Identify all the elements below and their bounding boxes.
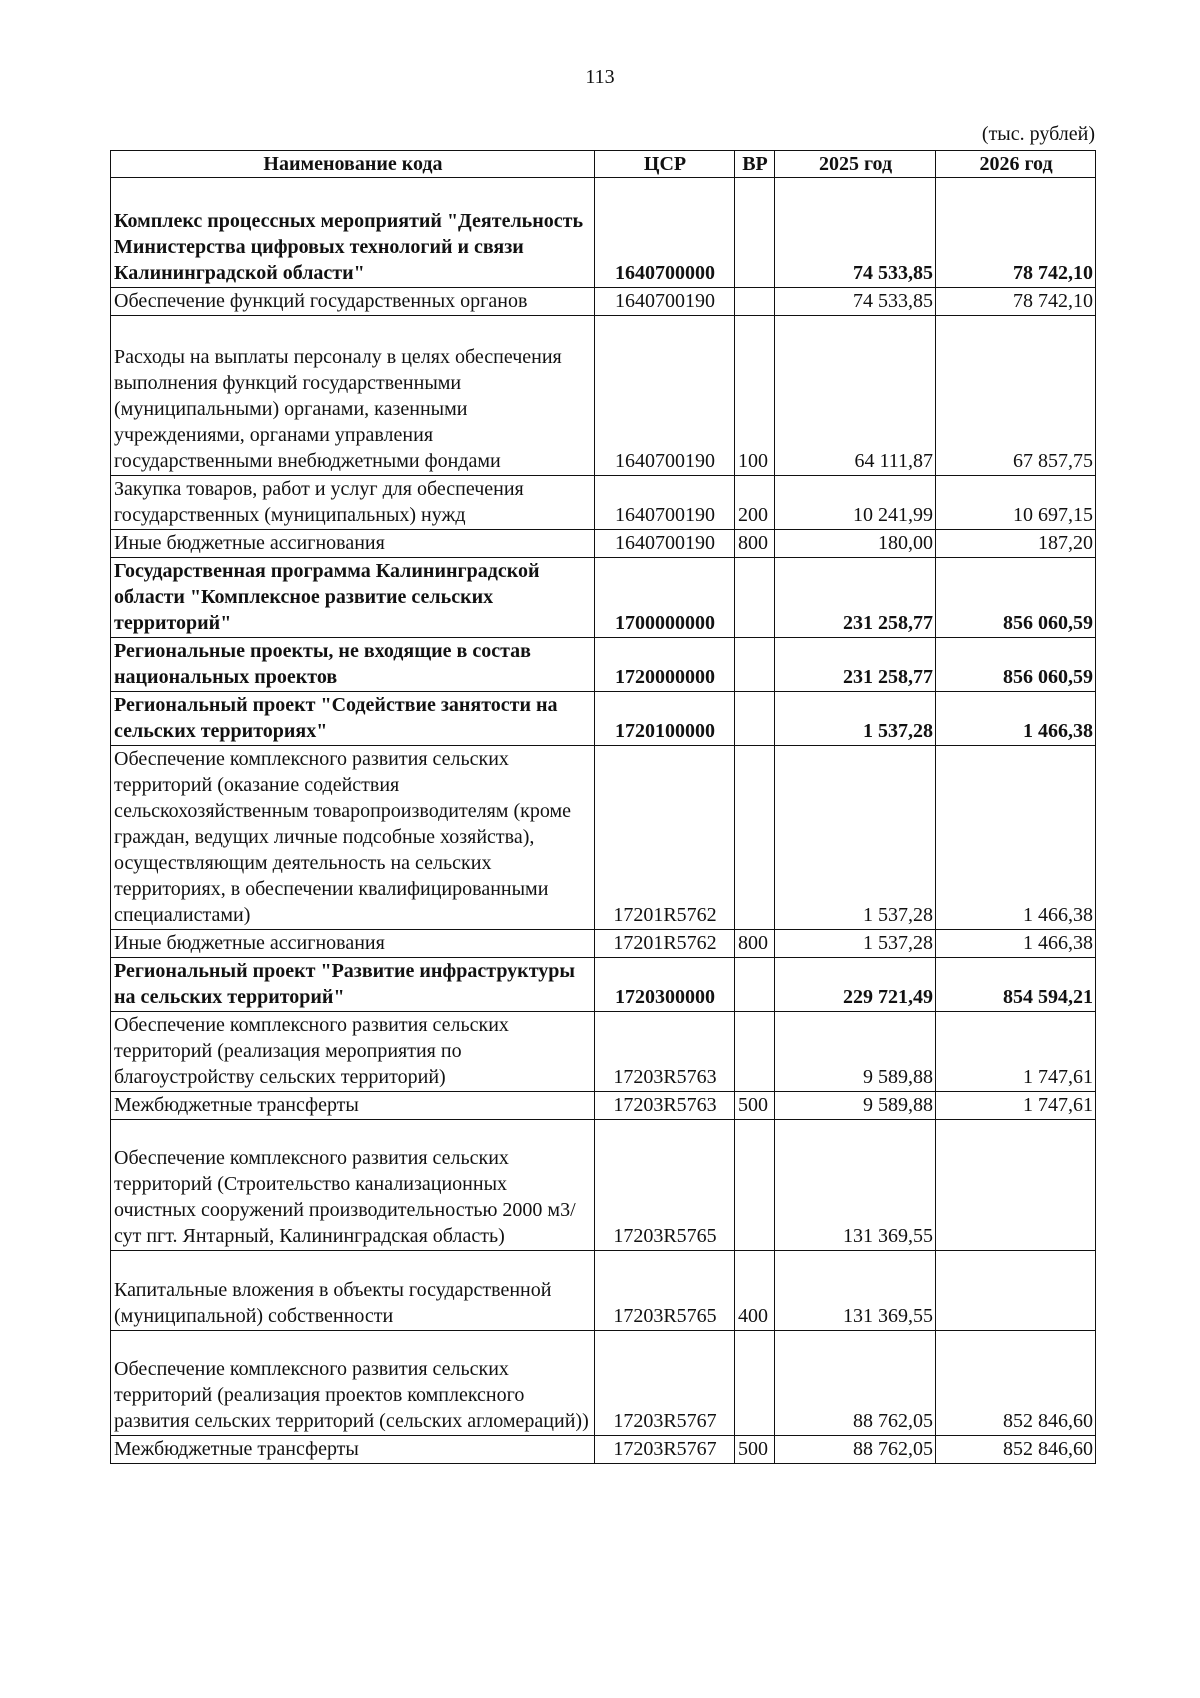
row-vr bbox=[735, 692, 775, 746]
header-name: Наименование кода bbox=[111, 151, 595, 178]
row-value-2025: 10 241,99 bbox=[775, 476, 936, 530]
row-value-2026: 1 466,38 bbox=[936, 746, 1096, 930]
row-value-2026: 852 846,60 bbox=[936, 1331, 1096, 1436]
row-value-2026: 10 697,15 bbox=[936, 476, 1096, 530]
table-row bbox=[111, 958, 1096, 1012]
row-csr: 1640700190 bbox=[595, 316, 735, 476]
row-csr: 1640700190 bbox=[595, 530, 735, 558]
row-vr bbox=[735, 1012, 775, 1092]
table-row bbox=[111, 1012, 1096, 1092]
row-name: Иные бюджетные ассигнования bbox=[111, 930, 595, 958]
page-number: 113 bbox=[585, 66, 615, 88]
table-row bbox=[111, 530, 1096, 558]
row-vr: 500 bbox=[735, 1092, 775, 1120]
row-vr bbox=[735, 558, 775, 638]
row-value-2025: 74 533,85 bbox=[775, 178, 936, 288]
row-value-2026: 1 466,38 bbox=[936, 930, 1096, 958]
row-value-2025: 9 589,88 bbox=[775, 1012, 936, 1092]
row-csr: 1720300000 bbox=[595, 958, 735, 1012]
row-value-2025: 229 721,49 bbox=[775, 958, 936, 1012]
row-name: Обеспечение комплексного развития сельских территорий (Строительство канализационных очистных сооружений производительностью 2000 м3/сут пгт. Янтарный, Калининградская область) bbox=[111, 1120, 595, 1251]
row-value-2025: 180,00 bbox=[775, 530, 936, 558]
row-value-2026: 854 594,21 bbox=[936, 958, 1096, 1012]
row-value-2026: 1 466,38 bbox=[936, 692, 1096, 746]
row-vr: 200 bbox=[735, 476, 775, 530]
row-csr: 1640700000 bbox=[595, 178, 735, 288]
header-vr: ВР bbox=[735, 151, 775, 178]
row-vr bbox=[735, 288, 775, 316]
row-value-2025: 231 258,77 bbox=[775, 558, 936, 638]
row-csr: 1700000000 bbox=[595, 558, 735, 638]
row-csr: 1640700190 bbox=[595, 288, 735, 316]
row-value-2025: 88 762,05 bbox=[775, 1331, 936, 1436]
table-row bbox=[111, 316, 1096, 476]
row-csr: 17201R5762 bbox=[595, 930, 735, 958]
table-row bbox=[111, 692, 1096, 746]
row-value-2025: 131 369,55 bbox=[775, 1120, 936, 1251]
header-csr: ЦСР bbox=[595, 151, 735, 178]
row-value-2025: 74 533,85 bbox=[775, 288, 936, 316]
row-name: Обеспечение комплексного развития сельских территорий (реализация проектов комплексного развития сельских территорий (сельских агломераций)) bbox=[111, 1331, 595, 1436]
row-value-2026 bbox=[936, 1120, 1096, 1251]
row-vr: 500 bbox=[735, 1436, 775, 1464]
table-row bbox=[111, 1436, 1096, 1464]
row-value-2026 bbox=[936, 1251, 1096, 1331]
row-csr: 17203R5765 bbox=[595, 1120, 735, 1251]
row-csr: 1720100000 bbox=[595, 692, 735, 746]
row-name: Обеспечение комплексного развития сельских территорий (реализация мероприятия по благоустройству сельских территорий) bbox=[111, 1012, 595, 1092]
row-name: Государственная программа Калининградской области "Комплексное развитие сельских территорий" bbox=[111, 558, 595, 638]
row-csr: 17201R5762 bbox=[595, 746, 735, 930]
header-2026: 2026 год bbox=[936, 151, 1096, 178]
row-vr: 400 bbox=[735, 1251, 775, 1331]
row-name: Закупка товаров, работ и услуг для обеспечения государственных (муниципальных) нужд bbox=[111, 476, 595, 530]
row-name: Расходы на выплаты персоналу в целях обеспечения выполнения функций государственными (муниципальными) органами, казенными учреждениями, органами управления государственными внебюджетными фондами bbox=[111, 316, 595, 476]
row-csr: 17203R5765 bbox=[595, 1251, 735, 1331]
row-name: Иные бюджетные ассигнования bbox=[111, 530, 595, 558]
row-name: Региональный проект "Развитие инфраструктуры на сельских территорий" bbox=[111, 958, 595, 1012]
row-csr: 17203R5767 bbox=[595, 1331, 735, 1436]
row-vr: 100 bbox=[735, 316, 775, 476]
row-csr: 17203R5767 bbox=[595, 1436, 735, 1464]
row-name: Межбюджетные трансферты bbox=[111, 1436, 595, 1464]
table-row bbox=[111, 1331, 1096, 1436]
row-value-2026: 856 060,59 bbox=[936, 558, 1096, 638]
row-value-2025: 231 258,77 bbox=[775, 638, 936, 692]
row-csr: 1720000000 bbox=[595, 638, 735, 692]
row-value-2025: 64 111,87 bbox=[775, 316, 936, 476]
row-vr bbox=[735, 1120, 775, 1251]
row-vr: 800 bbox=[735, 530, 775, 558]
row-value-2025: 9 589,88 bbox=[775, 1092, 936, 1120]
row-vr bbox=[735, 638, 775, 692]
header-2025: 2025 год bbox=[775, 151, 936, 178]
row-value-2026: 67 857,75 bbox=[936, 316, 1096, 476]
row-value-2025: 88 762,05 bbox=[775, 1436, 936, 1464]
budget-table bbox=[110, 150, 1096, 1464]
row-csr: 17203R5763 bbox=[595, 1092, 735, 1120]
row-name: Капитальные вложения в объекты государственной (муниципальной) собственности bbox=[111, 1251, 595, 1331]
row-vr bbox=[735, 958, 775, 1012]
row-value-2026: 78 742,10 bbox=[936, 288, 1096, 316]
table-row bbox=[111, 930, 1096, 958]
row-vr bbox=[735, 178, 775, 288]
row-value-2025: 1 537,28 bbox=[775, 746, 936, 930]
row-vr: 800 bbox=[735, 930, 775, 958]
row-value-2025: 131 369,55 bbox=[775, 1251, 936, 1331]
row-name: Обеспечение комплексного развития сельских территорий (оказание содействия сельскохозяйственным товаропроизводителям (кроме граждан, ведущих личные подсобные хозяйства), осуществляющим деятельность на сельских территориях, в обеспечении квалифицированными специалистами) bbox=[111, 746, 595, 930]
row-vr bbox=[735, 1331, 775, 1436]
table-row bbox=[111, 746, 1096, 930]
table-row bbox=[111, 1092, 1096, 1120]
table-row bbox=[111, 288, 1096, 316]
row-value-2026: 852 846,60 bbox=[936, 1436, 1096, 1464]
row-name: Межбюджетные трансферты bbox=[111, 1092, 595, 1120]
table-row bbox=[111, 178, 1096, 288]
row-name: Региональные проекты, не входящие в состав национальных проектов bbox=[111, 638, 595, 692]
row-value-2025: 1 537,28 bbox=[775, 930, 936, 958]
table-row bbox=[111, 638, 1096, 692]
row-csr: 1640700190 bbox=[595, 476, 735, 530]
row-vr bbox=[735, 746, 775, 930]
row-value-2026: 1 747,61 bbox=[936, 1092, 1096, 1120]
row-name: Региональный проект "Содействие занятости на сельских территориях" bbox=[111, 692, 595, 746]
row-name: Комплекс процессных мероприятий "Деятельность Министерства цифровых технологий и связи Калининградской области" bbox=[111, 178, 595, 288]
row-name: Обеспечение функций государственных органов bbox=[111, 288, 595, 316]
table-row bbox=[111, 1251, 1096, 1331]
row-value-2026: 187,20 bbox=[936, 530, 1096, 558]
row-csr: 17203R5763 bbox=[595, 1012, 735, 1092]
table-row bbox=[111, 476, 1096, 530]
table-row bbox=[111, 558, 1096, 638]
table-header-row bbox=[111, 151, 1096, 178]
units-label: (тыс. рублей) bbox=[981, 123, 1095, 145]
row-value-2025: 1 537,28 bbox=[775, 692, 936, 746]
table-row bbox=[111, 1120, 1096, 1251]
row-value-2026: 78 742,10 bbox=[936, 178, 1096, 288]
row-value-2026: 1 747,61 bbox=[936, 1012, 1096, 1092]
row-value-2026: 856 060,59 bbox=[936, 638, 1096, 692]
